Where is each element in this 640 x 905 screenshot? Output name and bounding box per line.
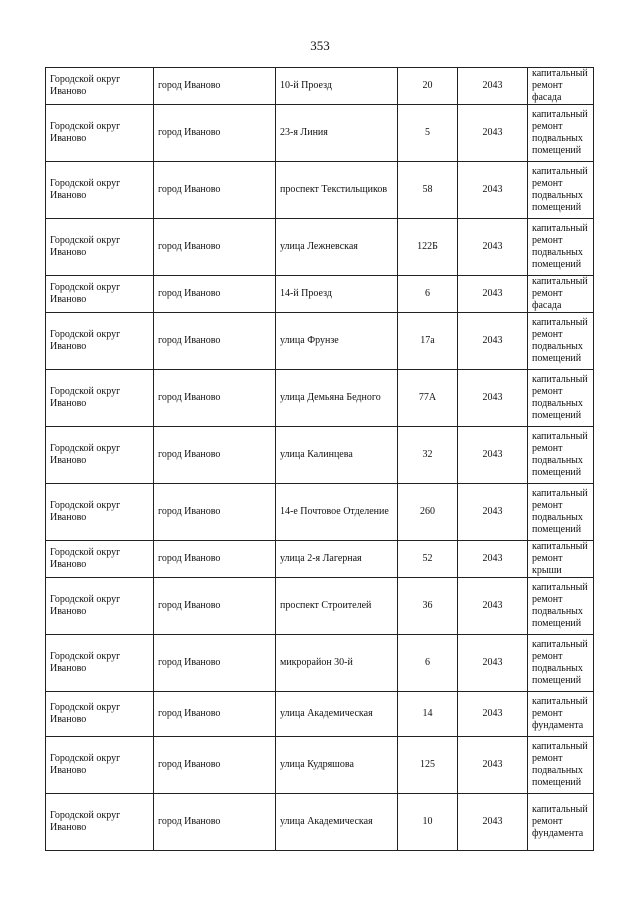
work-type-cell: капитальный ремонт подвальных помещений <box>528 162 594 219</box>
street-cell: улица Академическая <box>276 794 398 851</box>
year-cell: 2043 <box>458 427 528 484</box>
table-row <box>46 219 594 276</box>
city-cell: город Иваново <box>154 427 276 484</box>
municipality-cell: Городской округ Иваново <box>46 370 154 427</box>
municipality-cell: Городской округ Иваново <box>46 541 154 578</box>
work-type-cell: капитальный ремонт фасада <box>528 276 594 313</box>
house-number-cell: 58 <box>398 162 458 219</box>
house-number-cell: 260 <box>398 484 458 541</box>
municipality-cell: Городской округ Иваново <box>46 313 154 370</box>
house-number-cell: 5 <box>398 105 458 162</box>
year-cell: 2043 <box>458 737 528 794</box>
table-row <box>46 692 594 737</box>
house-number-cell: 125 <box>398 737 458 794</box>
repair-schedule-table <box>45 67 594 851</box>
street-cell: 14-е Почтовое Отделение <box>276 484 398 541</box>
municipality-cell: Городской округ Иваново <box>46 484 154 541</box>
municipality-cell: Городской округ Иваново <box>46 737 154 794</box>
year-cell: 2043 <box>458 162 528 219</box>
city-cell: город Иваново <box>154 737 276 794</box>
city-cell: город Иваново <box>154 794 276 851</box>
street-cell: улица Академическая <box>276 692 398 737</box>
page-number: 353 <box>310 38 330 53</box>
city-cell: город Иваново <box>154 370 276 427</box>
work-type-cell: капитальный ремонт фундамента <box>528 794 594 851</box>
table-row <box>46 105 594 162</box>
city-cell: город Иваново <box>154 484 276 541</box>
house-number-cell: 6 <box>398 635 458 692</box>
work-type-cell: капитальный ремонт подвальных помещений <box>528 427 594 484</box>
work-type-cell: капитальный ремонт подвальных помещений <box>528 737 594 794</box>
work-type-cell: капитальный ремонт фундамента <box>528 692 594 737</box>
year-cell: 2043 <box>458 794 528 851</box>
city-cell: город Иваново <box>154 635 276 692</box>
street-cell: улица Демьяна Бедного <box>276 370 398 427</box>
municipality-cell: Городской округ Иваново <box>46 427 154 484</box>
table-row <box>46 427 594 484</box>
table-row <box>46 313 594 370</box>
municipality-cell: Городской округ Иваново <box>46 692 154 737</box>
year-cell: 2043 <box>458 541 528 578</box>
municipality-cell: Городской округ Иваново <box>46 68 154 105</box>
work-type-cell: капитальный ремонт подвальных помещений <box>528 635 594 692</box>
table-row <box>46 578 594 635</box>
house-number-cell: 10 <box>398 794 458 851</box>
street-cell: 10-й Проезд <box>276 68 398 105</box>
house-number-cell: 122Б <box>398 219 458 276</box>
street-cell: микрорайон 30-й <box>276 635 398 692</box>
table-row <box>46 484 594 541</box>
table-row <box>46 370 594 427</box>
street-cell: проспект Текстильщиков <box>276 162 398 219</box>
city-cell: город Иваново <box>154 313 276 370</box>
city-cell: город Иваново <box>154 219 276 276</box>
table-row <box>46 162 594 219</box>
street-cell: улица 2-я Лагерная <box>276 541 398 578</box>
work-type-cell: капитальный ремонт подвальных помещений <box>528 219 594 276</box>
year-cell: 2043 <box>458 68 528 105</box>
work-type-cell: капитальный ремонт крыши <box>528 541 594 578</box>
table-row <box>46 276 594 313</box>
street-cell: 14-й Проезд <box>276 276 398 313</box>
year-cell: 2043 <box>458 276 528 313</box>
house-number-cell: 17а <box>398 313 458 370</box>
municipality-cell: Городской округ Иваново <box>46 578 154 635</box>
year-cell: 2043 <box>458 635 528 692</box>
house-number-cell: 32 <box>398 427 458 484</box>
house-number-cell: 36 <box>398 578 458 635</box>
city-cell: город Иваново <box>154 68 276 105</box>
street-cell: проспект Строителей <box>276 578 398 635</box>
street-cell: улица Калинцева <box>276 427 398 484</box>
house-number-cell: 6 <box>398 276 458 313</box>
municipality-cell: Городской округ Иваново <box>46 219 154 276</box>
year-cell: 2043 <box>458 313 528 370</box>
city-cell: город Иваново <box>154 541 276 578</box>
street-cell: улица Кудряшова <box>276 737 398 794</box>
table-row <box>46 737 594 794</box>
municipality-cell: Городской округ Иваново <box>46 162 154 219</box>
municipality-cell: Городской округ Иваново <box>46 635 154 692</box>
city-cell: город Иваново <box>154 105 276 162</box>
table-row <box>46 541 594 578</box>
table-row <box>46 794 594 851</box>
table-body <box>46 68 594 851</box>
house-number-cell: 77А <box>398 370 458 427</box>
municipality-cell: Городской округ Иваново <box>46 794 154 851</box>
city-cell: город Иваново <box>154 692 276 737</box>
street-cell: улица Лежневская <box>276 219 398 276</box>
year-cell: 2043 <box>458 692 528 737</box>
house-number-cell: 14 <box>398 692 458 737</box>
municipality-cell: Городской округ Иваново <box>46 105 154 162</box>
work-type-cell: капитальный ремонт подвальных помещений <box>528 313 594 370</box>
year-cell: 2043 <box>458 578 528 635</box>
work-type-cell: капитальный ремонт подвальных помещений <box>528 484 594 541</box>
street-cell: 23-я Линия <box>276 105 398 162</box>
year-cell: 2043 <box>458 105 528 162</box>
work-type-cell: капитальный ремонт подвальных помещений <box>528 105 594 162</box>
table-row <box>46 68 594 105</box>
house-number-cell: 20 <box>398 68 458 105</box>
street-cell: улица Фрунзе <box>276 313 398 370</box>
table-row <box>46 635 594 692</box>
municipality-cell: Городской округ Иваново <box>46 276 154 313</box>
city-cell: город Иваново <box>154 276 276 313</box>
city-cell: город Иваново <box>154 162 276 219</box>
city-cell: город Иваново <box>154 578 276 635</box>
house-number-cell: 52 <box>398 541 458 578</box>
work-type-cell: капитальный ремонт подвальных помещений <box>528 370 594 427</box>
year-cell: 2043 <box>458 219 528 276</box>
work-type-cell: капитальный ремонт подвальных помещений <box>528 578 594 635</box>
year-cell: 2043 <box>458 484 528 541</box>
year-cell: 2043 <box>458 370 528 427</box>
work-type-cell: капитальный ремонт фасада <box>528 68 594 105</box>
